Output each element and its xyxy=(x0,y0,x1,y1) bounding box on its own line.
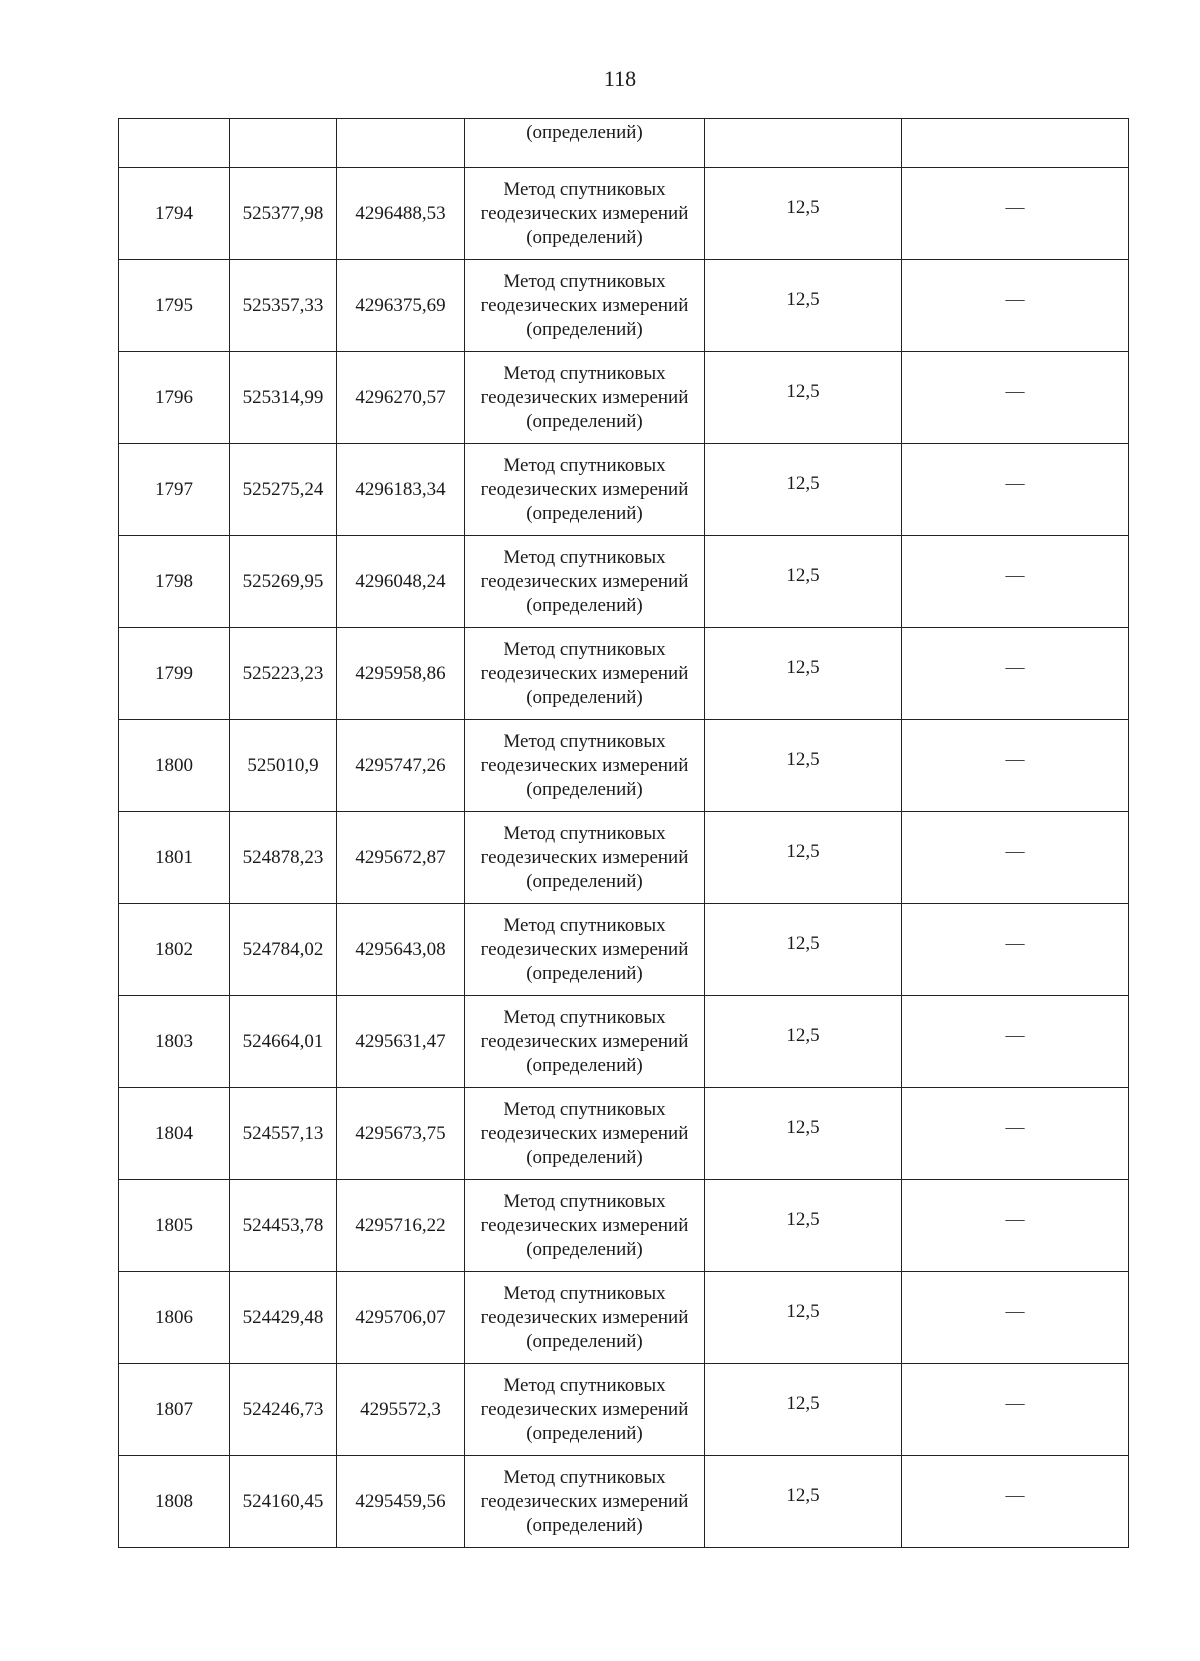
cell-y: 4295572,3 xyxy=(337,1364,465,1456)
table-row xyxy=(119,812,1129,904)
cell-x: 524664,01 xyxy=(230,996,337,1088)
cell-y: 4295672,87 xyxy=(337,812,465,904)
cell-note xyxy=(902,1456,1129,1548)
cell-accuracy xyxy=(705,628,902,720)
cell-x: 524160,45 xyxy=(230,1456,337,1548)
cell-point-number xyxy=(119,119,230,168)
table-row xyxy=(119,260,1129,352)
table-row xyxy=(119,996,1129,1088)
method-text: (определений) xyxy=(526,410,643,432)
cell-y: 4295716,22 xyxy=(337,1180,465,1272)
cell-accuracy xyxy=(705,168,902,260)
cell-point-number: 1795 xyxy=(119,260,230,352)
page-number: 118 xyxy=(603,66,637,91)
table-row xyxy=(119,1364,1129,1456)
cell-method xyxy=(465,260,705,352)
cell-method: (определений) xyxy=(465,119,705,168)
cell-x: 525223,23 xyxy=(230,628,337,720)
method-text: (определений) xyxy=(526,1054,643,1076)
method-text: (определений) xyxy=(526,1422,643,1444)
cell-method xyxy=(465,1272,705,1364)
cell-x xyxy=(230,119,337,168)
method-text: Метод спутниковых xyxy=(503,914,666,936)
method-text: геодезических измерений xyxy=(480,846,689,868)
note-value: — xyxy=(1005,1300,1025,1322)
method-text: (определений) xyxy=(526,962,643,984)
table-row xyxy=(119,720,1129,812)
cell-point-number: 1808 xyxy=(119,1456,230,1548)
cell-point-number: 1805 xyxy=(119,1180,230,1272)
cell-accuracy xyxy=(705,1272,902,1364)
method-text: геодезических измерений xyxy=(480,938,689,960)
cell-point-number: 1802 xyxy=(119,904,230,996)
cell-y: 4295747,26 xyxy=(337,720,465,812)
method-text: (определений) xyxy=(526,318,643,340)
cell-point-number: 1799 xyxy=(119,628,230,720)
cell-method xyxy=(465,1180,705,1272)
cell-x: 525357,33 xyxy=(230,260,337,352)
cell-note xyxy=(902,536,1129,628)
method-text: геодезических измерений xyxy=(480,386,689,408)
cell-note xyxy=(902,812,1129,904)
note-value: — xyxy=(1005,656,1025,678)
cell-y: 4296488,53 xyxy=(337,168,465,260)
cell-point-number: 1798 xyxy=(119,536,230,628)
cell-note xyxy=(902,444,1129,536)
method-text: (определений) xyxy=(526,778,643,800)
table-row xyxy=(119,628,1129,720)
table-row xyxy=(119,1088,1129,1180)
cell-point-number: 1801 xyxy=(119,812,230,904)
method-text: Метод спутниковых xyxy=(503,178,666,200)
method-text: Метод спутниковых xyxy=(503,1282,666,1304)
method-text: геодезических измерений xyxy=(480,662,689,684)
cell-accuracy xyxy=(705,1456,902,1548)
method-text: Метод спутниковых xyxy=(503,730,666,752)
method-text: Метод спутниковых xyxy=(503,546,666,568)
cell-y: 4295643,08 xyxy=(337,904,465,996)
accuracy-value: 12,5 xyxy=(786,196,820,218)
method-text: (определений) xyxy=(526,1330,643,1352)
cell-x: 524557,13 xyxy=(230,1088,337,1180)
table-row xyxy=(119,1180,1129,1272)
method-text: Метод спутниковых xyxy=(503,822,666,844)
cell-x: 524878,23 xyxy=(230,812,337,904)
method-text: геодезических измерений xyxy=(480,1122,689,1144)
method-text: Метод спутниковых xyxy=(503,1190,666,1212)
cell-note xyxy=(902,168,1129,260)
accuracy-value: 12,5 xyxy=(786,932,820,954)
table-row xyxy=(119,1456,1129,1548)
method-text: (определений) xyxy=(526,594,643,616)
method-text: геодезических измерений xyxy=(480,1030,689,1052)
cell-point-number: 1804 xyxy=(119,1088,230,1180)
method-text: (определений) xyxy=(526,1146,643,1168)
note-value: — xyxy=(1005,1024,1025,1046)
method-text: (определений) xyxy=(526,686,643,708)
table-row xyxy=(119,1272,1129,1364)
method-text: геодезических измерений xyxy=(480,1398,689,1420)
cell-accuracy xyxy=(705,119,902,168)
method-text: Метод спутниковых xyxy=(503,638,666,660)
method-text: Метод спутниковых xyxy=(503,454,666,476)
cell-note xyxy=(902,1180,1129,1272)
cell-method xyxy=(465,1088,705,1180)
method-text: Метод спутниковых xyxy=(503,362,666,384)
cell-note xyxy=(902,119,1129,168)
cell-x: 525010,9 xyxy=(230,720,337,812)
cell-note xyxy=(902,904,1129,996)
cell-y: 4295631,47 xyxy=(337,996,465,1088)
cell-note xyxy=(902,1088,1129,1180)
cell-point-number: 1803 xyxy=(119,996,230,1088)
accuracy-value: 12,5 xyxy=(786,656,820,678)
method-text: (определений) xyxy=(526,1514,643,1536)
note-value: — xyxy=(1005,472,1025,494)
table-row xyxy=(119,352,1129,444)
method-text: Метод спутниковых xyxy=(503,1006,666,1028)
cell-accuracy xyxy=(705,904,902,996)
table-row xyxy=(119,168,1129,260)
cell-y: 4296183,34 xyxy=(337,444,465,536)
accuracy-value: 12,5 xyxy=(786,1116,820,1138)
method-text: (определений) xyxy=(526,502,643,524)
cell-y: 4296375,69 xyxy=(337,260,465,352)
cell-note xyxy=(902,352,1129,444)
cell-method xyxy=(465,996,705,1088)
method-text: геодезических измерений xyxy=(480,1214,689,1236)
note-value: — xyxy=(1005,196,1025,218)
note-value: — xyxy=(1005,748,1025,770)
cell-method xyxy=(465,720,705,812)
cell-y: 4296048,24 xyxy=(337,536,465,628)
cell-note xyxy=(902,1364,1129,1456)
cell-accuracy xyxy=(705,720,902,812)
note-value: — xyxy=(1005,288,1025,310)
cell-x: 524429,48 xyxy=(230,1272,337,1364)
accuracy-value: 12,5 xyxy=(786,1392,820,1414)
note-value: — xyxy=(1005,1208,1025,1230)
accuracy-value: 12,5 xyxy=(786,840,820,862)
accuracy-value: 12,5 xyxy=(786,1024,820,1046)
method-text: (определений) xyxy=(526,226,643,248)
accuracy-value: 12,5 xyxy=(786,1484,820,1506)
cell-x: 524246,73 xyxy=(230,1364,337,1456)
cell-point-number: 1797 xyxy=(119,444,230,536)
cell-accuracy xyxy=(705,260,902,352)
method-text: (определений) xyxy=(526,870,643,892)
cell-method xyxy=(465,812,705,904)
method-text: геодезических измерений xyxy=(480,294,689,316)
method-text: геодезических измерений xyxy=(480,1306,689,1328)
cell-accuracy xyxy=(705,812,902,904)
note-value: — xyxy=(1005,932,1025,954)
cell-accuracy xyxy=(705,1180,902,1272)
cell-x: 524784,02 xyxy=(230,904,337,996)
cell-x: 525275,24 xyxy=(230,444,337,536)
cell-y xyxy=(337,119,465,168)
cell-method xyxy=(465,536,705,628)
cell-accuracy xyxy=(705,1364,902,1456)
cell-y: 4295958,86 xyxy=(337,628,465,720)
cell-method xyxy=(465,168,705,260)
cell-accuracy xyxy=(705,536,902,628)
cell-method xyxy=(465,904,705,996)
cell-accuracy xyxy=(705,996,902,1088)
cell-point-number: 1806 xyxy=(119,1272,230,1364)
cell-method xyxy=(465,628,705,720)
note-value: — xyxy=(1005,1484,1025,1506)
method-text: (определений) xyxy=(526,1238,643,1260)
note-value: — xyxy=(1005,840,1025,862)
note-value: — xyxy=(1005,1116,1025,1138)
accuracy-value: 12,5 xyxy=(786,1208,820,1230)
coordinates-table xyxy=(118,118,1129,1548)
method-text: геодезических измерений xyxy=(480,202,689,224)
cell-y: 4296270,57 xyxy=(337,352,465,444)
accuracy-value: 12,5 xyxy=(786,564,820,586)
cell-note xyxy=(902,1272,1129,1364)
table-row xyxy=(119,444,1129,536)
cell-method xyxy=(465,1456,705,1548)
method-text: Метод спутниковых xyxy=(503,1098,666,1120)
note-value: — xyxy=(1005,380,1025,402)
accuracy-value: 12,5 xyxy=(786,748,820,770)
cell-x: 525314,99 xyxy=(230,352,337,444)
table-row xyxy=(119,536,1129,628)
cell-y: 4295673,75 xyxy=(337,1088,465,1180)
accuracy-value: 12,5 xyxy=(786,472,820,494)
cell-note xyxy=(902,260,1129,352)
cell-x: 525269,95 xyxy=(230,536,337,628)
method-text: Метод спутниковых xyxy=(503,1374,666,1396)
continuation-row xyxy=(119,119,1129,168)
accuracy-value: 12,5 xyxy=(786,380,820,402)
cell-method xyxy=(465,1364,705,1456)
cell-y: 4295459,56 xyxy=(337,1456,465,1548)
cell-point-number: 1794 xyxy=(119,168,230,260)
cell-note xyxy=(902,720,1129,812)
cell-method xyxy=(465,352,705,444)
cell-x: 524453,78 xyxy=(230,1180,337,1272)
note-value: — xyxy=(1005,1392,1025,1414)
note-value: — xyxy=(1005,564,1025,586)
cell-point-number: 1800 xyxy=(119,720,230,812)
accuracy-value: 12,5 xyxy=(786,288,820,310)
method-text: Метод спутниковых xyxy=(503,270,666,292)
cell-note xyxy=(902,628,1129,720)
cell-accuracy xyxy=(705,352,902,444)
cell-point-number: 1796 xyxy=(119,352,230,444)
method-text: геодезических измерений xyxy=(480,754,689,776)
method-text: геодезических измерений xyxy=(480,478,689,500)
table-row xyxy=(119,904,1129,996)
method-text: геодезических измерений xyxy=(480,570,689,592)
method-text: Метод спутниковых xyxy=(503,1466,666,1488)
cell-accuracy xyxy=(705,1088,902,1180)
cell-point-number: 1807 xyxy=(119,1364,230,1456)
cell-accuracy xyxy=(705,444,902,536)
cell-note xyxy=(902,996,1129,1088)
cell-method xyxy=(465,444,705,536)
table-body xyxy=(119,119,1129,1548)
cell-x: 525377,98 xyxy=(230,168,337,260)
accuracy-value: 12,5 xyxy=(786,1300,820,1322)
method-text: геодезических измерений xyxy=(480,1490,689,1512)
cell-y: 4295706,07 xyxy=(337,1272,465,1364)
